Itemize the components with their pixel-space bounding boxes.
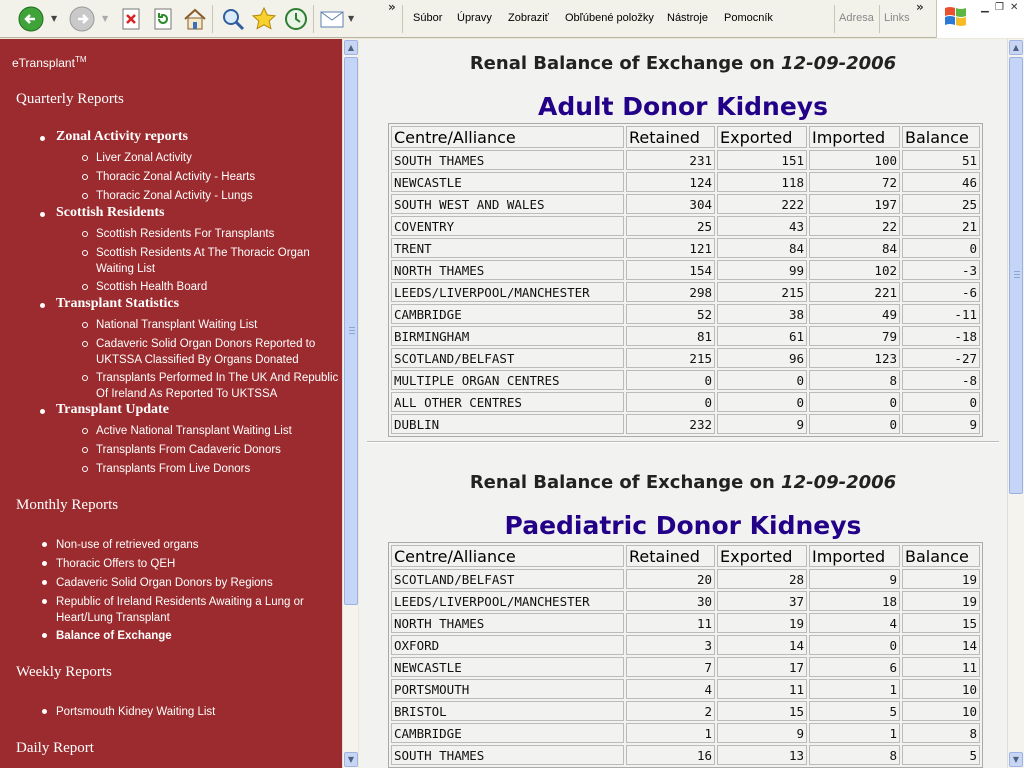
menu-file[interactable]: Súbor <box>413 12 443 24</box>
sidebar-scrollbar[interactable] <box>342 39 358 768</box>
cell-exported: 84 <box>717 238 807 258</box>
report-title-adult: Renal Balance of Exchange on 12-09-2006 <box>469 53 897 74</box>
cell-retained: 124 <box>626 172 715 192</box>
cell-centre: COVENTRY <box>391 216 624 236</box>
cell-imported: 4 <box>809 613 900 633</box>
link-scottish-health-board[interactable]: Scottish Health Board <box>96 281 208 293</box>
cell-exported: 118 <box>717 172 807 192</box>
cell-retained: 304 <box>626 194 715 214</box>
cell-centre: BRISTOL <box>391 701 624 721</box>
table-row <box>391 591 980 611</box>
sidebar-scroll-thumb[interactable] <box>344 57 358 605</box>
links-bar-label[interactable]: Links <box>884 12 910 24</box>
mail-icon <box>319 8 347 30</box>
cell-balance: 46 <box>902 172 980 192</box>
cell-retained: 3 <box>626 635 715 655</box>
cell-centre: DUBLIN <box>391 414 624 434</box>
cell-retained: 0 <box>626 392 715 412</box>
cell-balance: -3 <box>902 260 980 280</box>
restore-icon[interactable]: ❐ <box>995 2 1004 13</box>
table-row <box>391 613 980 633</box>
cell-retained: 7 <box>626 657 715 677</box>
cell-balance: -8 <box>902 370 980 390</box>
cell-balance: 10 <box>902 701 980 721</box>
cell-imported: 1 <box>809 679 900 699</box>
table-row <box>391 304 980 324</box>
cell-exported: 19 <box>717 613 807 633</box>
cell-centre: PORTSMOUTH <box>391 679 624 699</box>
forward-button[interactable] <box>67 4 97 34</box>
cell-balance: 10 <box>902 679 980 699</box>
cell-exported: 96 <box>717 348 807 368</box>
link-donors-by-regions[interactable]: Cadaveric Solid Organ Donors by Regions <box>56 577 273 589</box>
home-icon <box>183 8 207 30</box>
cell-retained: 232 <box>626 414 715 434</box>
cell-imported: 197 <box>809 194 900 214</box>
links-overflow-icon[interactable]: » <box>916 0 924 14</box>
cell-centre: NEWCASTLE <box>391 657 624 677</box>
back-arrow-icon <box>18 6 44 32</box>
cell-balance: 14 <box>902 635 980 655</box>
cell-retained: 0 <box>626 370 715 390</box>
forward-arrow-icon <box>69 6 95 32</box>
cell-retained: 121 <box>626 238 715 258</box>
table-row <box>391 635 980 655</box>
col-header-imported: Imported <box>809 545 900 567</box>
adult-kidneys-heading: Adult Donor Kidneys <box>538 92 828 121</box>
menu-view[interactable]: Zobraziť <box>508 12 549 24</box>
link-national-waiting-list[interactable]: National Transplant Waiting List <box>96 319 258 331</box>
link-ireland-lung-heart[interactable]: Republic of Ireland Residents Awaiting a Lung or Heart/Lung Transplant <box>56 596 304 624</box>
sidebar-frame <box>0 39 342 768</box>
cell-centre: SCOTLAND/BELFAST <box>391 348 624 368</box>
cell-imported: 79 <box>809 326 900 346</box>
cell-centre: CAMBRIDGE <box>391 304 624 324</box>
cell-imported: 5 <box>809 701 900 721</box>
close-window-icon[interactable]: ✕ <box>1010 2 1019 13</box>
cell-imported: 84 <box>809 238 900 258</box>
group-transplant-statistics[interactable]: Transplant Statistics <box>56 296 180 311</box>
col-header-centre: Centre/Alliance <box>391 126 624 148</box>
cell-exported: 13 <box>717 745 807 765</box>
cell-exported: 14 <box>717 635 807 655</box>
adult-balance-table <box>388 123 983 437</box>
cell-imported: 221 <box>809 282 900 302</box>
stop-icon <box>121 8 141 30</box>
group-zonal-activity[interactable]: Zonal Activity reports <box>56 129 188 144</box>
col-header-centre: Centre/Alliance <box>391 545 624 567</box>
paediatric-kidneys-heading: Paediatric Donor Kidneys <box>504 511 862 540</box>
cell-imported: 49 <box>809 304 900 324</box>
scroll-up-icon[interactable]: ▲ <box>1009 40 1023 55</box>
refresh-button[interactable] <box>148 4 178 34</box>
cell-retained: 2 <box>626 701 715 721</box>
link-cadaveric-transplants[interactable]: Transplants From Cadaveric Donors <box>96 444 281 456</box>
link-balance-of-exchange[interactable]: Balance of Exchange <box>56 630 172 642</box>
cell-retained: 4 <box>626 679 715 699</box>
cell-exported: 99 <box>717 260 807 280</box>
cell-retained: 298 <box>626 282 715 302</box>
minimize-icon[interactable]: ▁ <box>981 2 989 13</box>
cell-exported: 9 <box>717 414 807 434</box>
table-row <box>391 260 980 280</box>
cell-exported: 28 <box>717 569 807 589</box>
cell-balance: 8 <box>902 723 980 743</box>
address-bar-label[interactable]: Adresa <box>839 12 874 24</box>
cell-centre: MULTIPLE ORGAN CENTRES <box>391 370 624 390</box>
refresh-icon <box>153 8 173 30</box>
cell-balance: -11 <box>902 304 980 324</box>
cell-balance: 15 <box>902 613 980 633</box>
cell-balance: 11 <box>902 657 980 677</box>
back-dropdown-icon[interactable]: ▼ <box>51 14 58 23</box>
link-thoracic-offers-qeh[interactable]: Thoracic Offers to QEH <box>56 558 176 570</box>
link-scottish-thoracic-waiting[interactable]: Scottish Residents At The Thoracic Organ Waiting List <box>96 247 310 275</box>
monthly-reports-heading: Monthly Reports <box>16 497 119 513</box>
link-active-waiting-list[interactable]: Active National Transplant Waiting List <box>96 425 292 437</box>
cell-imported: 6 <box>809 657 900 677</box>
cell-exported: 61 <box>717 326 807 346</box>
cell-imported: 18 <box>809 591 900 611</box>
table-row <box>391 172 980 192</box>
cell-balance: 25 <box>902 194 980 214</box>
group-scottish-residents[interactable]: Scottish Residents <box>56 205 165 220</box>
report-content <box>359 39 1007 768</box>
table-row <box>391 679 980 699</box>
table-row <box>391 745 980 765</box>
link-liver-zonal-activity[interactable]: Liver Zonal Activity <box>96 152 192 164</box>
search-icon <box>221 7 245 31</box>
cell-exported: 15 <box>717 701 807 721</box>
link-thoracic-lungs[interactable]: Thoracic Zonal Activity - Lungs <box>96 190 253 202</box>
cell-imported: 0 <box>809 635 900 655</box>
home-button[interactable] <box>180 4 210 34</box>
cell-centre: SOUTH THAMES <box>391 745 624 765</box>
table-row <box>391 414 980 434</box>
link-portsmouth-kidney[interactable]: Portsmouth Kidney Waiting List <box>56 706 216 718</box>
table-row <box>391 326 980 346</box>
stop-button[interactable] <box>116 4 146 34</box>
cell-balance: -18 <box>902 326 980 346</box>
cell-centre: OXFORD <box>391 635 624 655</box>
cell-centre: NORTH THAMES <box>391 260 624 280</box>
cell-retained: 16 <box>626 745 715 765</box>
section-divider <box>367 441 999 443</box>
group-transplant-update[interactable]: Transplant Update <box>56 402 169 417</box>
windows-logo-icon <box>943 4 969 28</box>
forward-dropdown-icon[interactable]: ▼ <box>102 14 109 23</box>
cell-imported: 100 <box>809 150 900 170</box>
cell-centre: NEWCASTLE <box>391 172 624 192</box>
table-row <box>391 282 980 302</box>
cell-centre: LEEDS/LIVERPOOL/MANCHESTER <box>391 591 624 611</box>
link-thoracic-hearts[interactable]: Thoracic Zonal Activity - Hearts <box>96 171 256 183</box>
cell-retained: 81 <box>626 326 715 346</box>
col-header-balance: Balance <box>902 545 980 567</box>
scroll-down-icon[interactable]: ▼ <box>1009 752 1023 767</box>
cell-centre: BIRMINGHAM <box>391 326 624 346</box>
cell-imported: 22 <box>809 216 900 236</box>
table-row <box>391 370 980 390</box>
link-transplants-uk-ireland[interactable]: Transplants Performed In The UK And Republic Of Ireland As Reported To UKTSSA <box>96 372 339 400</box>
table-row <box>391 238 980 258</box>
daily-report-heading: Daily Report <box>16 740 94 756</box>
paediatric-balance-table <box>388 542 983 768</box>
cell-balance: 0 <box>902 392 980 412</box>
link-scottish-for-transplants[interactable]: Scottish Residents For Transplants <box>96 228 275 240</box>
cell-retained: 215 <box>626 348 715 368</box>
cell-exported: 17 <box>717 657 807 677</box>
menu-help[interactable]: Pomocník <box>724 12 773 24</box>
col-header-retained: Retained <box>626 545 715 567</box>
table-row <box>391 701 980 721</box>
menu-favorites[interactable]: Obľúbené položky <box>565 12 654 24</box>
windows-logo-area <box>936 0 1024 38</box>
cell-imported: 8 <box>809 370 900 390</box>
menu-edit[interactable]: Úpravy <box>457 12 492 24</box>
cell-balance: 21 <box>902 216 980 236</box>
cell-centre: SOUTH WEST AND WALES <box>391 194 624 214</box>
table-row <box>391 194 980 214</box>
cell-exported: 0 <box>717 370 807 390</box>
cell-exported: 151 <box>717 150 807 170</box>
table-row <box>391 216 980 236</box>
cell-balance: -27 <box>902 348 980 368</box>
table-row <box>391 392 980 412</box>
cell-centre: LEEDS/LIVERPOOL/MANCHESTER <box>391 282 624 302</box>
col-header-imported: Imported <box>809 126 900 148</box>
col-header-balance: Balance <box>902 126 980 148</box>
cell-retained: 1 <box>626 723 715 743</box>
cell-imported: 0 <box>809 392 900 412</box>
table-row <box>391 657 980 677</box>
cell-exported: 11 <box>717 679 807 699</box>
cell-balance: 51 <box>902 150 980 170</box>
cell-imported: 8 <box>809 745 900 765</box>
col-header-exported: Exported <box>717 126 807 148</box>
cell-centre: CAMBRIDGE <box>391 723 624 743</box>
star-icon <box>251 6 277 32</box>
link-cadaveric-donors-uktssa[interactable]: Cadaveric Solid Organ Donors Reported to UKTSSA Classified By Organs Donated <box>96 338 316 366</box>
cell-exported: 0 <box>717 392 807 412</box>
cell-centre: SCOTLAND/BELFAST <box>391 569 624 589</box>
cell-imported: 9 <box>809 569 900 589</box>
cell-retained: 154 <box>626 260 715 280</box>
cell-balance: 19 <box>902 569 980 589</box>
quarterly-reports-heading: Quarterly Reports <box>16 91 124 107</box>
cell-exported: 38 <box>717 304 807 324</box>
link-non-use-organs[interactable]: Non-use of retrieved organs <box>56 539 199 551</box>
cell-balance: 5 <box>902 745 980 765</box>
content-scrollbar[interactable] <box>1007 39 1024 768</box>
col-header-exported: Exported <box>717 545 807 567</box>
cell-balance: 19 <box>902 591 980 611</box>
cell-centre: TRENT <box>391 238 624 258</box>
table-row <box>391 150 980 170</box>
cell-imported: 102 <box>809 260 900 280</box>
scroll-down-icon[interactable]: ▼ <box>344 752 358 767</box>
col-header-retained: Retained <box>626 126 715 148</box>
favorites-button[interactable] <box>249 4 279 34</box>
weekly-reports-heading: Weekly Reports <box>16 664 112 680</box>
cell-imported: 123 <box>809 348 900 368</box>
cell-retained: 11 <box>626 613 715 633</box>
cell-exported: 9 <box>717 723 807 743</box>
cell-balance: 9 <box>902 414 980 434</box>
cell-imported: 1 <box>809 723 900 743</box>
cell-balance: -6 <box>902 282 980 302</box>
cell-exported: 37 <box>717 591 807 611</box>
browser-toolbar <box>0 0 1024 38</box>
cell-exported: 222 <box>717 194 807 214</box>
cell-exported: 43 <box>717 216 807 236</box>
report-title-paediatric: Renal Balance of Exchange on 12-09-2006 <box>469 472 897 493</box>
cell-centre: SOUTH THAMES <box>391 150 624 170</box>
scroll-up-icon[interactable]: ▲ <box>344 40 358 55</box>
back-button[interactable] <box>16 4 46 34</box>
cell-retained: 20 <box>626 569 715 589</box>
cell-retained: 52 <box>626 304 715 324</box>
cell-imported: 0 <box>809 414 900 434</box>
cell-retained: 30 <box>626 591 715 611</box>
search-button[interactable] <box>218 4 248 34</box>
content-scroll-thumb[interactable] <box>1009 57 1023 494</box>
table-row <box>391 723 980 743</box>
cell-centre: ALL OTHER CENTRES <box>391 392 624 412</box>
table-row <box>391 569 980 589</box>
history-button[interactable] <box>281 4 311 34</box>
cell-retained: 25 <box>626 216 715 236</box>
table-row <box>391 348 980 368</box>
mail-dropdown-icon[interactable]: ▼ <box>348 14 355 23</box>
link-live-donors[interactable]: Transplants From Live Donors <box>96 463 251 475</box>
site-brand: eTransplant™ <box>12 55 87 70</box>
cell-imported: 72 <box>809 172 900 192</box>
history-icon <box>283 6 309 32</box>
cell-exported: 215 <box>717 282 807 302</box>
menu-tools[interactable]: Nástroje <box>667 12 708 24</box>
cell-balance: 0 <box>902 238 980 258</box>
cell-centre: NORTH THAMES <box>391 613 624 633</box>
toolbar-overflow-icon[interactable]: » <box>388 0 396 14</box>
cell-retained: 231 <box>626 150 715 170</box>
mail-button[interactable] <box>318 4 348 34</box>
